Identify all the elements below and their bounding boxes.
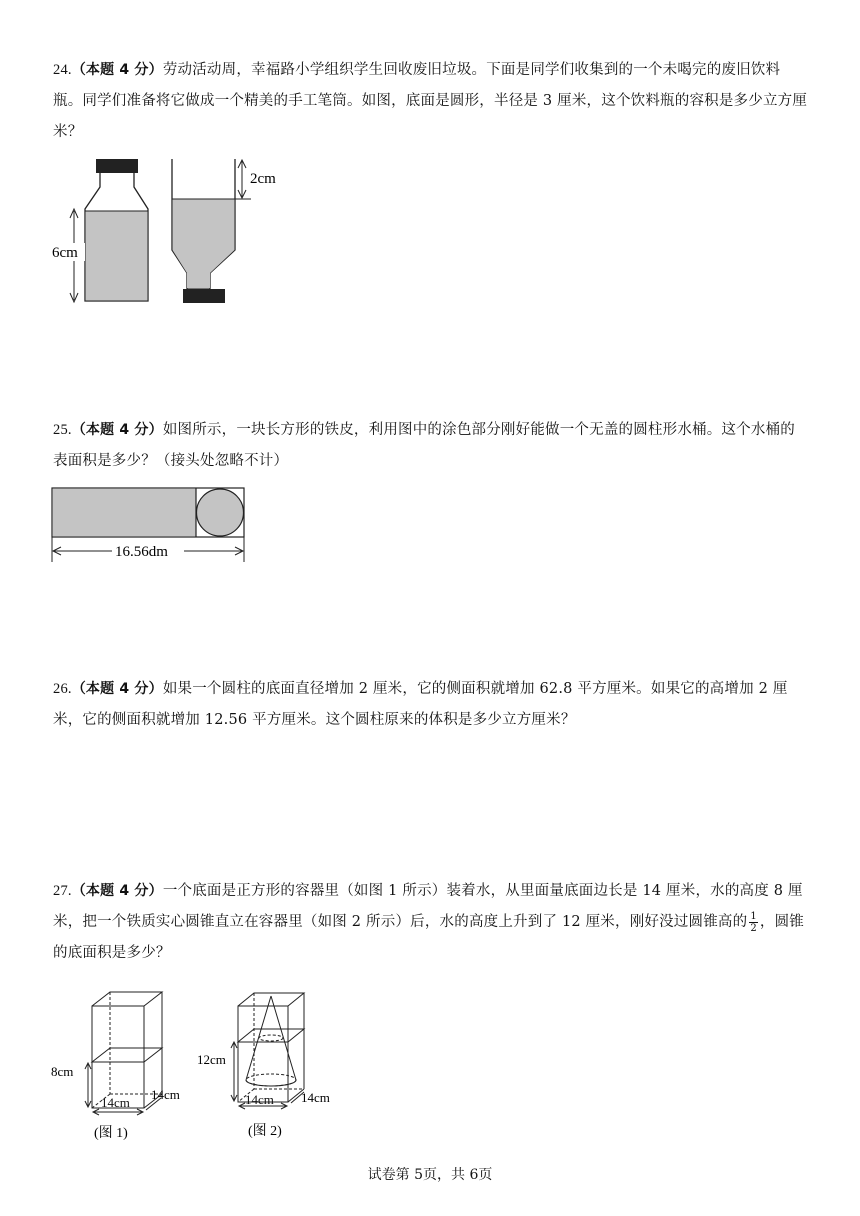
question-number: 27. <box>53 883 72 899</box>
question-text-end: ，圆锥的底面积是多少？ <box>53 914 804 961</box>
question-text: 如果一个圆柱的底面直径增加 2 厘米，它的侧面积就增加 62.8 平方厘米。如果它的高增加 2 厘米，它的侧面积就增加 12.56 平方厘米。这个圆柱原来的体积是多少立方厘米？ <box>53 681 788 728</box>
fig1-caption: (图 1) <box>94 1126 128 1141</box>
question-text: 劳动活动周，幸福路小学组织学生回收废旧垃圾。下面是同学们收集到的一个未喝完的废旧饮料瓶。同学们准备将它做成一个精美的手工笔筒。如图，底面是圆形，半径是 3 厘米，这个饮料瓶的容积是多少立方厘米？ <box>53 62 808 140</box>
question-25 <box>53 415 808 477</box>
iron-sheet-figure <box>48 484 252 566</box>
question-points: （本题 4 分） <box>71 62 163 78</box>
fig1-depth-label: 14cm <box>151 1087 180 1102</box>
inverted-water-fill <box>173 199 235 288</box>
question-text: 如图所示，一块长方形的铁皮，利用图中的涂色部分刚好能做一个无盖的圆柱形水桶。这个水桶的表面积是多少？（接头处忽略不计） <box>53 422 795 469</box>
base-circle <box>197 489 244 536</box>
bottle-cap <box>96 159 138 173</box>
fig2-height-label: 12cm <box>197 1052 226 1067</box>
page-footer: 试卷第 5页，共 6页 <box>367 1167 493 1183</box>
side-rectangle <box>53 489 196 537</box>
fig2-depth-label: 14cm <box>301 1090 330 1105</box>
fraction-one-half <box>749 911 758 934</box>
label-6cm: 6cm <box>52 245 78 261</box>
question-number: 25. <box>53 422 72 438</box>
question-points: （本题 4 分） <box>71 422 163 438</box>
question-27 <box>53 876 808 969</box>
container-figures <box>48 988 348 1146</box>
bottle-figure <box>48 155 298 310</box>
fig1-bottom-width: 14cm <box>101 1095 130 1110</box>
water-fill <box>86 211 148 301</box>
question-points: （本题 4 分） <box>71 681 163 697</box>
fraction-denominator: 2 <box>750 922 757 934</box>
fig2-bottom-width: 14cm <box>245 1092 274 1107</box>
inverted-bottle-cap <box>183 289 225 303</box>
question-24 <box>53 55 808 148</box>
question-text: 一个底面是正方形的容器里（如图 1 所示）装着水，从里面量底面边长是 14 厘米，水的高度 8 厘米，把一个铁质实心圆锥直立在容器里（如图 2 所示）后，水的高度上升到了 12 厘米，刚好没过圆锥高的 <box>53 883 803 930</box>
question-points: （本题 4 分） <box>71 883 163 899</box>
fig1-height-label: 8cm <box>51 1064 74 1079</box>
question-number: 26. <box>53 681 72 697</box>
fraction-numerator: 1 <box>750 910 757 922</box>
question-26 <box>53 674 808 736</box>
label-16-56dm: 16.56dm <box>115 544 168 560</box>
figure-2-container <box>238 993 304 1102</box>
question-number: 24. <box>53 62 72 78</box>
fig2-caption: (图 2) <box>248 1124 282 1139</box>
label-2cm: 2cm <box>250 171 276 187</box>
